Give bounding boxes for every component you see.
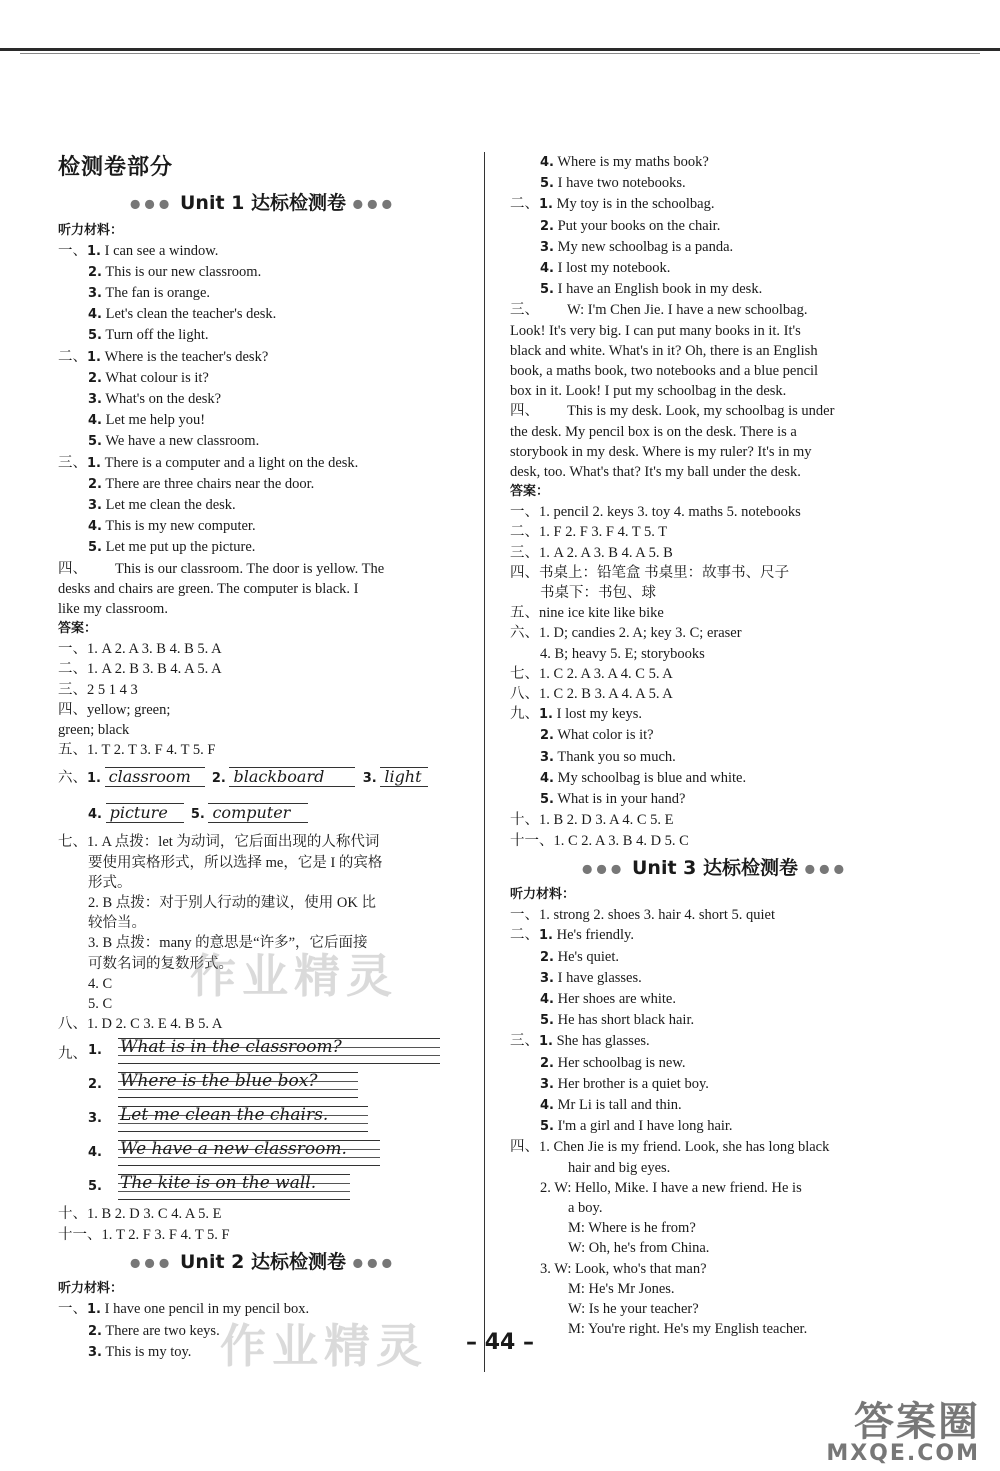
unit2-listening-label: 听力材料： <box>58 1281 124 1297</box>
handwritten-word: picture <box>106 803 184 823</box>
unit1-a7-5: 5. C <box>88 996 113 1012</box>
top-rule-thin <box>20 53 980 54</box>
unit2-a6b: 4. B; heavy 5. E; storybooks <box>540 645 705 662</box>
unit2-a3: 三、1. A 2. A 3. B 4. A 5. B <box>510 544 673 561</box>
unit3-l4-2b: a boy. <box>568 1200 603 1217</box>
unit1-a4a: 四、yellow; green; <box>58 701 171 718</box>
unit1-l2-2: 2. What colour is it? <box>88 369 209 386</box>
unit3-listening-label: 听力材料： <box>510 887 576 903</box>
section-title: 检测卷部分 <box>58 155 174 180</box>
handwritten-word: blackboard <box>229 767 355 787</box>
unit2-title: ●●● Unit 2 达标检测卷 ●●● <box>129 1250 397 1273</box>
unit1-l1-3: 3. The fan is orange. <box>88 284 211 301</box>
unit3-l2-5: 5. He has short black hair. <box>540 1012 695 1029</box>
unit2-l2-3: 3. My new schoolbag is a panda. <box>540 238 734 255</box>
unit2-a1: 一、1. pencil 2. keys 3. toy 4. maths 5. notebooks <box>510 504 801 521</box>
unit1-answers-label: 答案： <box>58 621 98 637</box>
unit1-l1-4: 4. Let's clean the teacher's desk. <box>88 306 277 323</box>
decorative-dots-icon: ●●● <box>804 861 849 876</box>
decorative-dots-icon: ●●● <box>581 861 626 876</box>
unit3-l3-5: 5. I'm a girl and I have long hair. <box>540 1118 733 1135</box>
unit2-l2-4: 4. I lost my notebook. <box>540 260 671 277</box>
handwritten-sentence: What is in the classroom? <box>120 1037 342 1058</box>
unit2-answers-label: 答案： <box>510 484 550 500</box>
unit1-a7-1c: 形式。 <box>88 874 132 891</box>
unit2-l4-line3: storybook in my desk. Where is my ruler? It's in my <box>510 443 812 460</box>
unit1-l4-line1: 四、 This is our classroom. The door is yellow. The <box>58 560 385 577</box>
unit1-a7-1b: 要使用宾格形式，所以选择 me，它是 I 的宾格 <box>88 854 383 871</box>
unit1-a11: 十一、1. T 2. F 3. F 4. T 5. F <box>58 1226 230 1243</box>
column-divider <box>484 152 485 1372</box>
unit2-a9-2: 2. What color is it? <box>540 727 654 744</box>
top-rule <box>0 48 1000 51</box>
decorative-dots-icon: ●●● <box>129 1255 174 1270</box>
unit3-l4-2c: M: Where is he from? <box>568 1220 696 1237</box>
unit1-listening-label: 听力材料： <box>58 222 124 238</box>
unit2-l3-line1: 三、 W: I'm Chen Jie. I have a new schoolbag. <box>510 302 808 319</box>
unit2-a6a: 六、1. D; candies 2. A; key 3. C; eraser <box>510 625 742 642</box>
unit2-a9-5: 5. What is in your hand? <box>540 791 686 808</box>
left-column <box>58 150 468 1363</box>
handwritten-sentence: Let me clean the chairs. <box>120 1105 329 1126</box>
unit1-a6-row1: 六、1. classroom 2. blackboard 3. light <box>58 760 468 796</box>
unit2-a4b: 书桌下：书包、球 <box>540 585 656 602</box>
unit2-l2-1: 二、1. My toy is in the schoolbag. <box>510 196 715 213</box>
watermark-text: 作业精灵 <box>220 1319 428 1373</box>
unit3-l2-3: 3. I have glasses. <box>540 969 642 986</box>
unit1-a8: 八、1. D 2. C 3. E 4. B 5. A <box>58 1016 223 1033</box>
unit1-l1-5: 5. Turn off the light. <box>88 327 209 344</box>
unit3-l4-3b: M: He's Mr Jones. <box>568 1280 675 1297</box>
unit3-l3-1: 三、1. She has glasses. <box>510 1033 650 1050</box>
unit3-l2-2: 2. He's quiet. <box>540 948 620 965</box>
unit1-a7-3a: 3. B 点拨：many 的意思是“许多”，它后面接 <box>88 935 368 952</box>
unit1-a1: 一、1. A 2. A 3. B 4. B 5. A <box>58 641 222 658</box>
unit2-l3-line5: box in it. Look! I put my schoolbag in the desk. <box>510 383 787 400</box>
unit2-a5: 五、nine ice kite like bike <box>510 605 664 622</box>
unit1-l2-4: 4. Let me help you! <box>88 412 206 429</box>
unit1-a10: 十、1. B 2. D 3. C 4. A 5. E <box>58 1206 222 1223</box>
unit2-l3-line4: book, a maths book, two notebooks and a blue pencil <box>510 363 819 380</box>
unit1-a7-3b: 可数名词的复数形式。 <box>88 955 233 972</box>
unit1-l1-1: 一、1. I can see a window. <box>58 242 219 259</box>
corner-logo <box>826 1390 980 1466</box>
unit2-l4-line4: desk, too. What's that? It's my ball under the desk. <box>510 464 801 481</box>
unit2-l1-5: 5. I have two notebooks. <box>540 175 686 192</box>
unit2-a9-1: 九、1. I lost my keys. <box>510 706 642 723</box>
unit3-l4-2d: W: Oh, he's from China. <box>568 1240 710 1257</box>
unit1-l3-4: 4. This is my new computer. <box>88 518 256 535</box>
unit2-a7: 七、1. C 2. A 3. A 4. C 5. A <box>510 665 673 682</box>
unit3-l3-3: 3. Her brother is a quiet boy. <box>540 1075 709 1092</box>
logo-top-text: 答案圈 <box>854 1399 980 1445</box>
unit2-a8: 八、1. C 2. B 3. A 4. A 5. A <box>510 686 673 703</box>
handwritten-sentence: The kite is on the wall. <box>120 1173 317 1194</box>
logo-bottom-text: MXQE.COM <box>826 1441 980 1466</box>
unit1-a6-row2: 4. picture 5. computer <box>58 796 468 832</box>
unit2-a11: 十一、1. C 2. A 3. B 4. D 5. C <box>510 832 689 849</box>
handwritten-word: computer <box>208 803 308 823</box>
unit2-l4-line1: 四、 This is my desk. Look, my schoolbag is under <box>510 403 835 420</box>
unit2-a9-3: 3. Thank you so much. <box>540 748 676 765</box>
unit1-l3-3: 3. Let me clean the desk. <box>88 496 236 513</box>
unit2-a10: 十、1. B 2. D 3. A 4. C 5. E <box>510 812 674 829</box>
right-column <box>510 152 920 1339</box>
unit1-l4-line2: desks and chairs are green. The computer is black. I <box>58 580 359 597</box>
unit1-l3-5: 5. Let me put up the picture. <box>88 539 256 556</box>
unit3-l3-4: 4. Mr Li is tall and thin. <box>540 1097 682 1114</box>
unit3-l2-4: 4. Her shoes are white. <box>540 991 676 1008</box>
unit1-l2-5: 5. We have a new classroom. <box>88 433 260 450</box>
unit1-a7-1a: 七、1. A 点拨：let 为动词，它后面出现的人称代词 <box>58 834 380 851</box>
unit1-a9-2: 2. Where is the blue box? <box>58 1068 468 1102</box>
unit2-l1-3: 3. This is my toy. <box>88 1343 192 1360</box>
unit2-l2-5: 5. I have an English book in my desk. <box>540 281 763 298</box>
unit1-a7-2b: 较恰当。 <box>88 915 146 932</box>
unit1-l1-2: 2. This is our new classroom. <box>88 263 262 280</box>
unit3-l2-1: 二、1. He's friendly. <box>510 927 634 944</box>
unit2-l2-2: 2. Put your books on the chair. <box>540 217 721 234</box>
unit2-l4-line2: the desk. My pencil box is on the desk. There is a <box>510 423 797 440</box>
unit2-l1-1: 一、1. I have one pencil in my pencil box. <box>58 1301 310 1318</box>
decorative-dots-icon: ●●● <box>352 1255 397 1270</box>
unit3-l4-2a: 2. W: Hello, Mike. I have a new friend. He is <box>540 1179 802 1196</box>
unit1-l4-line3: like my classroom. <box>58 600 168 617</box>
unit2-l3-line2: Look! It's very big. I can put many books in it. It's <box>510 322 801 339</box>
unit1-l3-2: 2. There are three chairs near the door. <box>88 475 315 492</box>
unit3-l1: 一、1. strong 2. shoes 3. hair 4. short 5. quiet <box>510 907 776 924</box>
unit3-l4-1b: hair and big eyes. <box>568 1159 671 1176</box>
unit3-l3-2: 2. Her schoolbag is new. <box>540 1054 686 1071</box>
unit1-a9-5: 5. The kite is on the wall. <box>58 1170 468 1204</box>
unit3-l4-3d: M: You're right. He's my English teacher. <box>568 1321 808 1338</box>
decorative-dots-icon: ●●● <box>352 196 397 211</box>
unit1-l2-1: 二、1. Where is the teacher's desk? <box>58 348 269 365</box>
unit3-l4-1a: 四、1. Chen Jie is my friend. Look, she has long black <box>510 1139 830 1156</box>
unit1-a7-2a: 2. B 点拨：对于别人行动的建议，使用 OK 比 <box>88 894 376 911</box>
handwritten-sentence: We have a new classroom. <box>120 1139 347 1160</box>
unit1-title: ●●● Unit 1 达标检测卷 ●●● <box>129 192 397 214</box>
handwritten-word: classroom <box>105 767 205 787</box>
unit1-a5: 五、1. T 2. T 3. F 4. T 5. F <box>58 742 216 759</box>
unit1-a9-3: 3. Let me clean the chairs. <box>58 1102 468 1136</box>
unit1-a9-1: 九、 1. What is in the classroom? <box>58 1034 468 1068</box>
unit1-a3: 三、2 5 1 4 3 <box>58 681 138 698</box>
unit1-a9-4: 4. We have a new classroom. <box>58 1136 468 1170</box>
unit1-a4b: green; black <box>58 721 130 738</box>
page-number: – 44 – <box>466 1330 534 1355</box>
unit1-l3-1: 三、1. There is a computer and a light on the desk. <box>58 454 359 471</box>
decorative-dots-icon: ●●● <box>129 196 174 211</box>
unit3-l4-3a: 3. W: Look, who's that man? <box>540 1260 707 1277</box>
unit2-l1-4: 4. Where is my maths book? <box>540 154 709 170</box>
watermark-text: 作业精灵 <box>190 949 398 1003</box>
handwritten-word: light <box>380 767 428 787</box>
unit2-l1-2: 2. There are two keys. <box>88 1322 220 1339</box>
unit2-a2: 二、1. F 2. F 3. F 4. T 5. T <box>510 524 668 541</box>
unit1-a2: 二、1. A 2. B 3. B 4. A 5. A <box>58 661 222 678</box>
unit1-a7-4: 4. C <box>88 975 113 992</box>
handwritten-sentence: Where is the blue box? <box>120 1071 318 1092</box>
unit2-l3-line3: black and white. What's in it? Oh, there is an English <box>510 342 818 359</box>
unit1-l2-3: 3. What's on the desk? <box>88 390 222 407</box>
unit3-title: ●●● Unit 3 达标检测卷 ●●● <box>581 856 849 879</box>
unit2-a9-4: 4. My schoolbag is blue and white. <box>540 769 747 786</box>
unit3-l4-3c: W: Is he your teacher? <box>568 1301 699 1318</box>
unit2-a4a: 四、书桌上：铅笔盒 书桌里：故事书、尺子 <box>510 564 790 581</box>
